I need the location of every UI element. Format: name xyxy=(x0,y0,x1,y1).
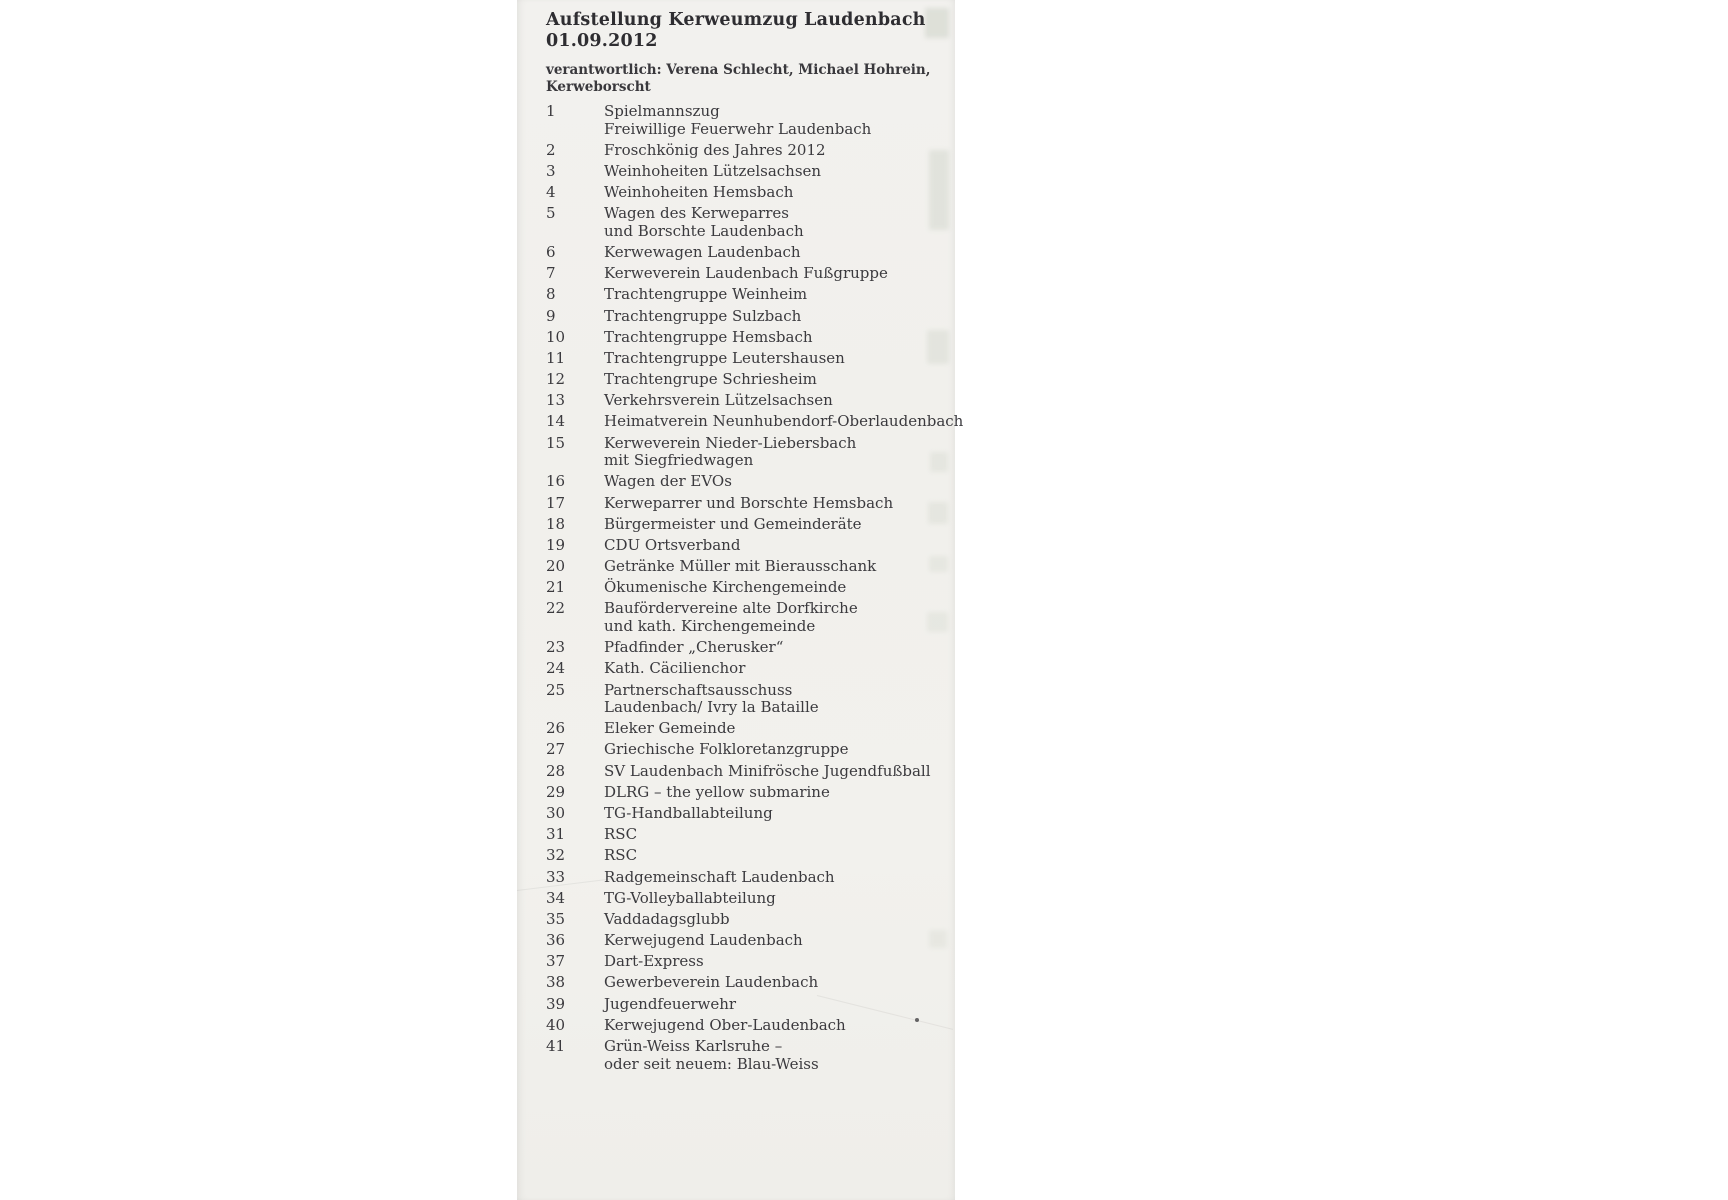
parade-entry xyxy=(546,142,941,160)
parade-entry xyxy=(546,350,941,368)
bleedthrough-artifact xyxy=(925,8,949,38)
parade-entry xyxy=(546,184,941,202)
entry-text xyxy=(604,473,732,491)
entry-number: 10 xyxy=(546,327,566,346)
entry-text-line: Kerweverein Laudenbach Fußgruppe xyxy=(604,264,888,283)
entry-text xyxy=(604,869,835,887)
entry-number: 37 xyxy=(546,952,566,971)
entry-text-line: Trachtengruppe Hemsbach xyxy=(604,327,813,346)
entry-text-line: Grün-Weiss Karlsruhe – xyxy=(604,1037,783,1055)
entry-text-line: Froschkönig des Jahres 2012 xyxy=(604,140,826,159)
entry-number: 13 xyxy=(546,391,566,410)
entry-text-line: Partnerschaftsausschuss xyxy=(604,680,793,699)
entry-text-line: RSC xyxy=(604,846,638,865)
entry-text-line: Griechische Folkloretanzgruppe xyxy=(604,740,849,759)
parade-entry xyxy=(546,495,941,513)
entry-number: 4 xyxy=(546,183,556,202)
entry-text-line: Verkehrsverein Lützelsachsen xyxy=(604,391,833,410)
entry-text-line: DLRG – the yellow submarine xyxy=(604,782,830,801)
entry-text xyxy=(604,244,801,262)
responsible-line2: Kerweborscht xyxy=(546,79,651,95)
entry-text-line: Heimatverein Neunhubendorf-Oberlaudenbach xyxy=(604,412,964,431)
entry-text-line: Radgemeinschaft Laudenbach xyxy=(604,867,835,886)
responsible-line1: verantwortlich: Verena Schlecht, Michael Hohrein, xyxy=(546,62,931,78)
parade-entry xyxy=(546,974,941,992)
entry-text-line: SV Laudenbach Minifrösche Jugendfußball xyxy=(604,761,931,780)
document-title xyxy=(546,10,926,52)
entry-text-line: Trachtengruppe Weinheim xyxy=(604,285,808,304)
entry-text xyxy=(604,1017,846,1035)
document-title-date: 01.09.2012 xyxy=(546,31,658,51)
entry-number: 1 xyxy=(546,102,556,120)
entry-number: 9 xyxy=(546,306,556,325)
document-title-line1: Aufstellung Kerweumzug Laudenbach xyxy=(546,10,926,30)
parade-entry xyxy=(546,600,941,635)
parade-entry xyxy=(546,286,941,304)
entry-text xyxy=(604,805,773,823)
entry-number: 30 xyxy=(546,803,566,822)
entry-text-line: Bürgermeister und Gemeinderäte xyxy=(604,514,862,533)
parade-entry xyxy=(546,371,941,389)
parade-entry xyxy=(546,205,941,240)
entry-text-line: Freiwillige Feuerwehr Laudenbach xyxy=(604,119,872,138)
entry-number: 26 xyxy=(546,719,566,738)
entry-text xyxy=(604,826,637,844)
entry-text xyxy=(604,1038,819,1073)
parade-entry xyxy=(546,435,941,470)
entry-number: 39 xyxy=(546,994,566,1013)
entry-number: 3 xyxy=(546,161,556,180)
entry-text xyxy=(604,516,862,534)
parade-entry xyxy=(546,163,941,181)
entry-text xyxy=(604,205,804,240)
entry-text xyxy=(604,911,730,929)
parade-entry xyxy=(546,784,941,802)
entry-text xyxy=(604,435,856,470)
entry-number: 27 xyxy=(546,740,566,759)
entry-text xyxy=(604,579,846,597)
entry-text-line: TG-Handballabteilung xyxy=(604,803,773,822)
parade-entry xyxy=(546,847,941,865)
entry-text-line: Kerwewagen Laudenbach xyxy=(604,242,801,261)
entry-text-line: Trachtengruppe Leutershausen xyxy=(604,348,845,367)
entry-number: 14 xyxy=(546,412,566,431)
entry-text xyxy=(604,660,745,678)
entry-text xyxy=(604,682,819,717)
entry-text-line: Getränke Müller mit Bierausschank xyxy=(604,557,877,576)
entry-text-line: Kath. Cäcilienchor xyxy=(604,659,746,678)
entry-text xyxy=(604,392,833,410)
entry-number: 36 xyxy=(546,931,566,950)
scanned-document xyxy=(517,0,964,1200)
entry-text-line: RSC xyxy=(604,825,638,844)
entry-number: 40 xyxy=(546,1015,566,1034)
entry-text xyxy=(604,537,740,555)
entry-number: 8 xyxy=(546,285,556,304)
entry-text xyxy=(604,350,845,368)
parade-entry xyxy=(546,265,941,283)
entry-number: 19 xyxy=(546,535,566,554)
entry-text-line: Weinhoheiten Hemsbach xyxy=(604,183,794,202)
entry-text-line: Gewerbeverein Laudenbach xyxy=(604,973,819,992)
parade-entry xyxy=(546,516,941,534)
entry-text xyxy=(604,600,858,635)
entry-text xyxy=(604,495,893,513)
entry-text-line: CDU Ortsverband xyxy=(604,535,741,554)
entry-number: 17 xyxy=(546,493,566,512)
parade-entry xyxy=(546,869,941,887)
entry-number: 23 xyxy=(546,638,566,657)
entry-number: 33 xyxy=(546,867,566,886)
parade-entry xyxy=(546,953,941,971)
entry-text-line: Trachtengruppe Sulzbach xyxy=(604,306,802,325)
entry-number: 31 xyxy=(546,825,566,844)
entry-number: 25 xyxy=(546,680,566,699)
entry-text xyxy=(604,720,735,738)
entry-text-line: Kerweparrer und Borschte Hemsbach xyxy=(604,493,894,512)
entry-number: 21 xyxy=(546,578,566,597)
entry-text-line: Laudenbach/ Ivry la Bataille xyxy=(604,698,819,716)
entry-text-line: Jugendfeuerwehr xyxy=(604,994,737,1013)
parade-entry xyxy=(546,826,941,844)
entry-text xyxy=(604,371,817,389)
entry-text-line: Wagen der EVOs xyxy=(604,472,732,491)
entry-text xyxy=(604,558,876,576)
parade-entry xyxy=(546,660,941,678)
entry-text xyxy=(604,308,801,326)
parade-entry xyxy=(546,682,941,717)
entry-number: 29 xyxy=(546,782,566,801)
parade-entry xyxy=(546,639,941,657)
entry-number: 35 xyxy=(546,909,566,928)
entry-number: 16 xyxy=(546,472,566,491)
entry-number: 22 xyxy=(546,599,566,618)
entry-text xyxy=(604,639,783,657)
parade-entry xyxy=(546,911,941,929)
entry-text-line: Kerweverein Nieder-Liebersbach xyxy=(604,433,857,452)
entry-text xyxy=(604,184,793,202)
entry-number: 6 xyxy=(546,242,556,261)
entry-text xyxy=(604,932,803,950)
entry-text-line: Baufördervereine alte Dorfkirche xyxy=(604,599,858,618)
parade-entry xyxy=(546,537,941,555)
entry-text xyxy=(604,142,826,160)
entry-text xyxy=(604,763,931,781)
entry-number: 32 xyxy=(546,846,566,865)
parade-entry xyxy=(546,932,941,950)
entry-text xyxy=(604,163,821,181)
parade-entry xyxy=(546,890,941,908)
entry-number: 24 xyxy=(546,659,566,678)
responsible-block xyxy=(546,62,930,96)
entry-number: 11 xyxy=(546,348,566,367)
entry-number: 12 xyxy=(546,370,566,389)
entry-text xyxy=(604,784,830,802)
entry-number: 34 xyxy=(546,888,566,907)
parade-entry xyxy=(546,103,941,138)
entry-number: 28 xyxy=(546,761,566,780)
parade-entry xyxy=(546,473,941,491)
entry-text xyxy=(604,953,704,971)
parade-entry xyxy=(546,996,941,1014)
entry-text-line: TG-Volleyballabteilung xyxy=(604,888,776,907)
parade-entry xyxy=(546,720,941,738)
entry-text-line: und kath. Kirchengemeinde xyxy=(604,616,816,635)
entry-text-line: Dart-Express xyxy=(604,952,704,971)
entry-number: 41 xyxy=(546,1037,566,1055)
parade-entry xyxy=(546,329,941,347)
entry-text-line: Pfadfinder „Cherusker“ xyxy=(604,638,784,657)
entry-text-line: Trachtengrupe Schriesheim xyxy=(604,370,817,389)
entry-text xyxy=(604,286,807,304)
parade-entry xyxy=(546,308,941,326)
entry-text xyxy=(604,413,963,431)
entry-text xyxy=(604,847,637,865)
parade-entry xyxy=(546,412,964,431)
parade-entry xyxy=(546,558,941,576)
entry-text-line: Wagen des Kerweparres xyxy=(604,204,789,223)
entry-number: 2 xyxy=(546,140,556,159)
entry-number: 15 xyxy=(546,433,566,452)
entry-text-line: und Borschte Laudenbach xyxy=(604,221,804,240)
entry-text-line: Ökumenische Kirchengemeinde xyxy=(604,578,847,597)
entry-text-line: Spielmannszug xyxy=(604,102,720,120)
parade-entry xyxy=(546,1017,941,1035)
entry-text-line: Vaddadagsglubb xyxy=(604,909,730,928)
parade-entry xyxy=(546,805,941,823)
parade-entry xyxy=(546,741,941,759)
parade-entry xyxy=(546,244,941,262)
entry-text xyxy=(604,103,871,138)
entry-text-line: mit Siegfriedwagen xyxy=(604,451,754,470)
entry-number: 7 xyxy=(546,264,556,283)
entry-text xyxy=(604,890,776,908)
entry-number: 18 xyxy=(546,514,566,533)
parade-entry-list xyxy=(546,102,964,1077)
entry-text-line: oder seit neuem: Blau-Weiss xyxy=(604,1054,819,1073)
entry-number: 20 xyxy=(546,557,566,576)
entry-text-line: Eleker Gemeinde xyxy=(604,719,736,738)
entry-text xyxy=(604,265,888,283)
parade-entry xyxy=(546,392,941,410)
entry-text xyxy=(604,741,849,759)
entry-text-line: Kerwejugend Laudenbach xyxy=(604,931,803,950)
entry-number: 38 xyxy=(546,973,566,992)
entry-text xyxy=(604,329,813,347)
entry-text-line: Kerwejugend Ober-Laudenbach xyxy=(604,1015,846,1034)
parade-entry xyxy=(546,1038,941,1073)
parade-entry xyxy=(546,763,941,781)
parade-entry xyxy=(546,579,941,597)
entry-number: 5 xyxy=(546,204,556,223)
entry-text xyxy=(604,996,736,1014)
entry-text-line: Weinhoheiten Lützelsachsen xyxy=(604,161,822,180)
entry-text xyxy=(604,974,818,992)
